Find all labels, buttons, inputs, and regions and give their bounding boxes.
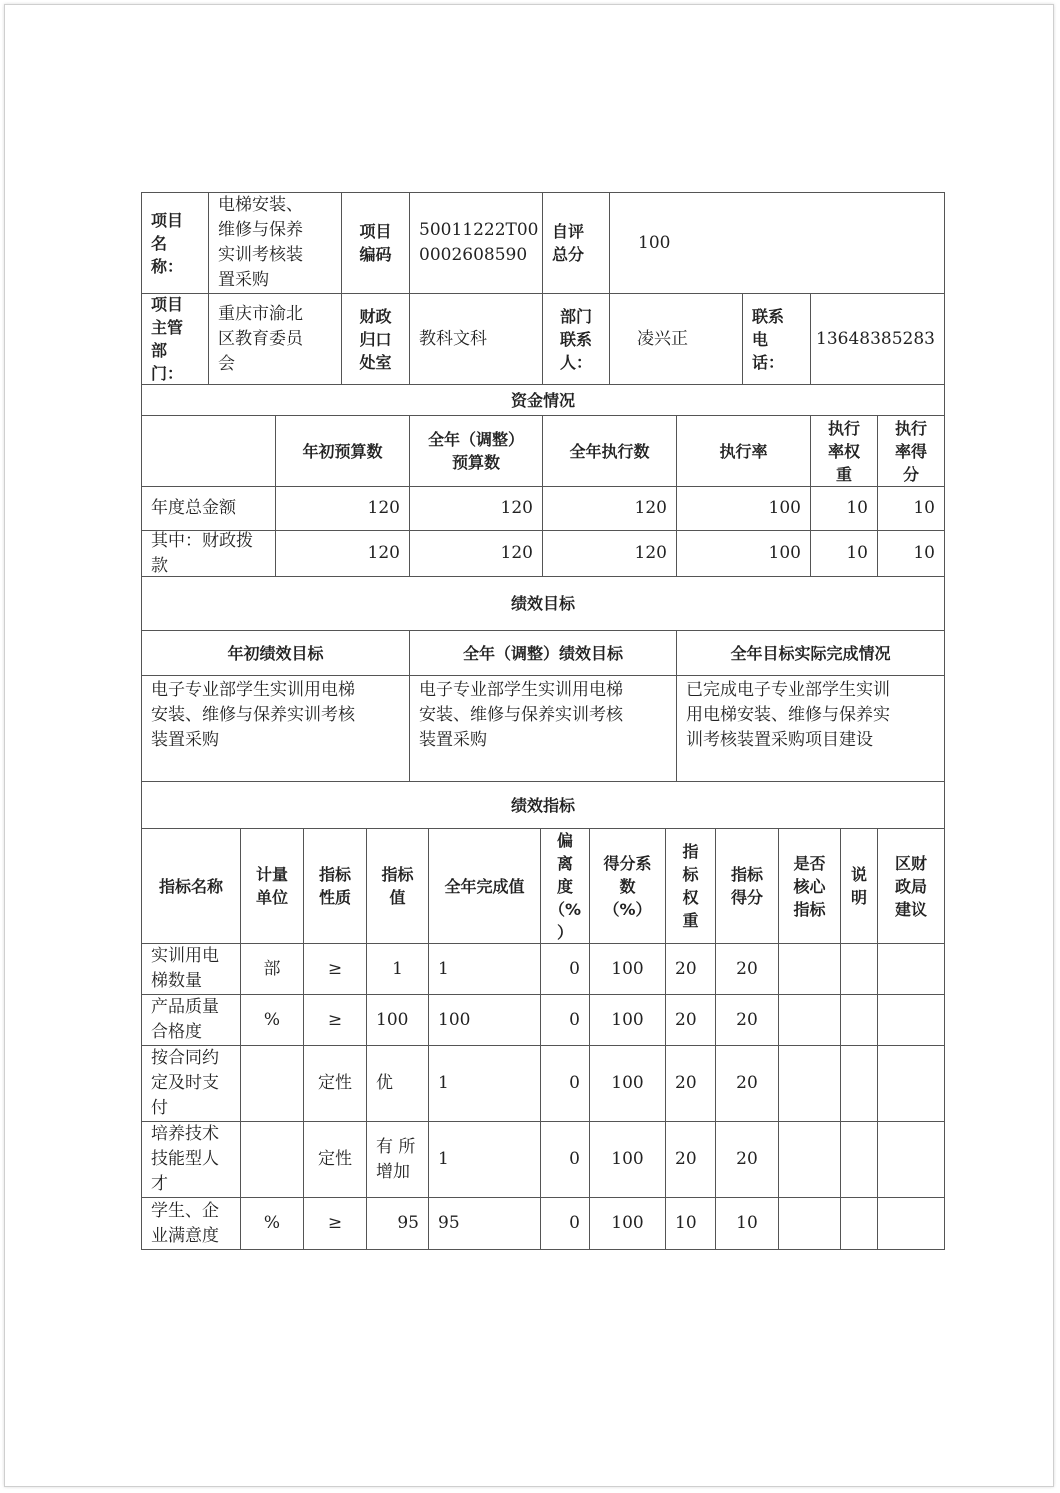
indicator-advice <box>878 1198 944 1249</box>
finance-office-value-text: 教科文科 <box>419 328 487 349</box>
indicator-unit-text: % <box>263 1213 281 1233</box>
indicator-header-3-text: 指标 值 <box>381 865 414 907</box>
indicator-note <box>841 1046 877 1121</box>
indicator-header-11-text: 区财 政局 建议 <box>894 853 927 919</box>
contact-person-value <box>610 294 742 384</box>
indicator-deviation <box>541 944 589 994</box>
indicator-value-text: 95 <box>397 1213 419 1233</box>
indicator-nature-text: 定性 <box>318 1149 352 1169</box>
project-code-label <box>342 193 409 293</box>
indicator-nature <box>304 944 366 994</box>
project-code-value <box>410 193 542 293</box>
indicator-advice <box>878 1122 944 1197</box>
goals-header-2 <box>677 631 944 675</box>
indicator-coef-text: 100 <box>611 1149 644 1169</box>
indicator-note <box>841 995 877 1045</box>
indicator-unit-text: % <box>263 1009 281 1030</box>
indicator-value-text: 优 <box>376 1073 393 1093</box>
funds-row-value <box>276 487 409 530</box>
funds-row-value <box>410 531 542 576</box>
indicator-header-4-text: 全年完成值 <box>444 876 525 896</box>
indicator-name-text: 培养技术 技能型人 才 <box>151 1124 219 1194</box>
indicator-unit <box>241 1198 303 1249</box>
funds-header-4-text: 执行 率权 重 <box>827 418 860 484</box>
indicator-unit <box>241 995 303 1045</box>
indicator-complete-text: 1 <box>438 1073 449 1093</box>
indicator-value-text: 100 <box>376 1009 409 1030</box>
indicator-name <box>142 1198 240 1249</box>
funds-row-value <box>878 531 944 576</box>
funds-row-value <box>878 487 944 530</box>
indicators-title-text: 绩效指标 <box>510 795 575 815</box>
contact-person-label <box>543 294 609 384</box>
indicator-name-text: 实训用电 梯数量 <box>151 946 219 991</box>
goals-header-0-text: 年初绩效目标 <box>227 643 324 663</box>
indicator-value <box>367 995 428 1045</box>
funds-header-3 <box>677 416 810 486</box>
funds-row-value <box>811 487 877 530</box>
indicator-score-text: 20 <box>736 958 758 979</box>
funds-row-value-text: 120 <box>367 498 400 518</box>
goals-value-0 <box>142 676 409 781</box>
indicator-name-text: 学生、企 业满意度 <box>151 1200 219 1246</box>
contact-person-label-text: 部门 联系 人： <box>559 306 592 372</box>
funds-row-value-text: 120 <box>500 543 533 563</box>
indicator-complete <box>429 1198 540 1249</box>
project-name-label <box>142 193 208 293</box>
department-value-text: 重庆市渝北 区教育委员 会 <box>218 303 303 374</box>
indicator-weight <box>666 944 715 994</box>
indicator-header-0-text: 指标名称 <box>158 876 223 896</box>
funds-header-5-text: 执行 率得 分 <box>894 418 927 484</box>
funds-header-0-text: 年初预算数 <box>302 441 383 461</box>
indicator-deviation-text: 0 <box>569 1073 580 1093</box>
indicator-header-0 <box>142 829 240 943</box>
funds-row-value <box>543 531 676 576</box>
indicator-coef <box>590 1046 665 1121</box>
indicator-header-7 <box>666 829 715 943</box>
department-value <box>209 294 341 384</box>
funds-header-5 <box>878 416 944 486</box>
indicator-weight-text: 20 <box>675 1149 697 1169</box>
indicator-header-5 <box>541 829 589 943</box>
goals-value-1 <box>410 676 676 781</box>
goals-title <box>142 577 944 630</box>
indicator-advice <box>878 1046 944 1121</box>
indicator-name <box>142 995 240 1045</box>
indicator-name-text: 按合同约 定及时支 付 <box>151 1048 219 1118</box>
indicator-weight <box>666 995 715 1045</box>
indicator-nature-text: ≥ <box>327 958 343 979</box>
indicator-coef <box>590 944 665 994</box>
funds-header-2 <box>543 416 676 486</box>
goals-title-text: 绩效目标 <box>510 594 575 613</box>
goals-header-0 <box>142 631 409 675</box>
goals-value-1-text: 电子专业部学生实训用电梯 安装、维修与保养实训考核 装置采购 <box>419 680 623 750</box>
indicator-complete <box>429 944 540 994</box>
phone-value-text: 13648385283 <box>816 328 935 349</box>
indicator-header-6 <box>590 829 665 943</box>
indicator-name <box>142 1046 240 1121</box>
indicator-header-3 <box>367 829 428 943</box>
indicator-deviation-text: 0 <box>569 1149 580 1169</box>
goals-header-1-text: 全年（调整）绩效目标 <box>462 643 623 663</box>
indicator-header-6-text: 得分系 数 （%） <box>603 853 652 919</box>
indicator-value <box>367 1122 428 1197</box>
indicator-complete-text: 1 <box>438 958 449 979</box>
indicator-weight <box>666 1122 715 1197</box>
goals-value-2 <box>677 676 944 781</box>
phone-label-text: 联系 电 话： <box>752 306 785 372</box>
indicator-header-5-text: 偏 离 度 （% ） <box>548 830 582 942</box>
funds-row-label-text: 其中：财政拨 款 <box>151 531 253 576</box>
indicator-core <box>779 1046 840 1121</box>
department-label-text: 项目 主管 部 门： <box>151 295 184 383</box>
indicator-score <box>716 995 778 1045</box>
funds-header-2-text: 全年执行数 <box>569 441 650 461</box>
funds-row-value-text: 10 <box>913 543 935 563</box>
funds-header-3-text: 执行率 <box>719 441 768 461</box>
contact-person-value-text: 凌兴正 <box>637 328 688 349</box>
indicator-coef-text: 100 <box>611 1213 644 1233</box>
funds-row-value-text: 120 <box>634 543 667 563</box>
funds-row-label <box>142 531 275 576</box>
funds-row-value-text: 10 <box>913 498 935 518</box>
indicator-name <box>142 1122 240 1197</box>
indicator-header-10-text: 说 明 <box>850 865 867 907</box>
indicator-score <box>716 1198 778 1249</box>
department-label <box>142 294 208 384</box>
phone-label <box>743 294 810 384</box>
indicator-nature-text: 定性 <box>318 1073 352 1093</box>
indicators-title <box>142 782 944 828</box>
funds-row-value <box>677 487 810 530</box>
funds-row-value-text: 100 <box>768 498 801 518</box>
funds-header-0 <box>276 416 409 486</box>
indicator-weight-text: 20 <box>675 958 697 979</box>
funds-header-1 <box>410 416 542 486</box>
indicator-deviation <box>541 1046 589 1121</box>
indicator-header-2 <box>304 829 366 943</box>
indicator-coef-text: 100 <box>611 1073 644 1093</box>
indicator-unit-text: 部 <box>263 958 281 979</box>
goals-value-2-text: 已完成电子专业部学生实训 用电梯安装、维修与保养实 训考核装置采购项目建设 <box>686 680 890 750</box>
finance-office-label-text: 财政 归口 处室 <box>359 306 392 372</box>
indicator-complete <box>429 1046 540 1121</box>
indicator-value <box>367 1046 428 1121</box>
indicator-header-9 <box>779 829 840 943</box>
indicator-score-text: 20 <box>736 1149 758 1169</box>
indicator-header-7-text: 指 标 权 重 <box>682 842 699 930</box>
indicator-complete <box>429 995 540 1045</box>
indicator-deviation <box>541 995 589 1045</box>
indicator-complete-text: 100 <box>438 1009 471 1030</box>
funds-row-value <box>410 487 542 530</box>
indicator-unit <box>241 944 303 994</box>
indicator-nature <box>304 1046 366 1121</box>
funds-title <box>142 385 944 415</box>
funds-row-label <box>142 487 275 530</box>
indicator-deviation <box>541 1198 589 1249</box>
finance-office-label <box>342 294 409 384</box>
indicator-coef-text: 100 <box>611 958 644 979</box>
indicator-advice <box>878 995 944 1045</box>
indicator-complete <box>429 1122 540 1197</box>
indicator-complete-text: 95 <box>438 1213 460 1233</box>
indicator-weight <box>666 1198 715 1249</box>
indicator-header-10 <box>841 829 877 943</box>
indicator-nature <box>304 1198 366 1249</box>
indicator-note <box>841 1122 877 1197</box>
goals-value-0-text: 电子专业部学生实训用电梯 安装、维修与保养实训考核 装置采购 <box>151 680 355 750</box>
self-score-label <box>543 193 609 293</box>
self-score-value <box>610 193 944 293</box>
indicator-coef <box>590 995 665 1045</box>
funds-row-value <box>811 531 877 576</box>
indicator-advice <box>878 944 944 994</box>
indicator-header-1-text: 计量 单位 <box>255 865 288 907</box>
indicator-name-text: 产品质量 合格度 <box>151 997 219 1042</box>
indicator-core <box>779 995 840 1045</box>
indicator-core <box>779 944 840 994</box>
indicator-header-9-text: 是否 核心 指标 <box>793 853 826 919</box>
indicator-header-11 <box>878 829 944 943</box>
indicator-value-text: 有 所 增加 <box>376 1136 416 1182</box>
indicator-coef-text: 100 <box>611 1009 644 1030</box>
project-name-value-text: 电梯安装、 维修与保养 实训考核装 置采购 <box>218 195 303 290</box>
indicator-unit <box>241 1122 303 1197</box>
indicator-name <box>142 944 240 994</box>
indicator-score-text: 20 <box>736 1009 758 1030</box>
funds-row-value-text: 100 <box>768 543 801 563</box>
indicator-value <box>367 1198 428 1249</box>
indicator-nature <box>304 1122 366 1197</box>
finance-office-value <box>410 294 542 384</box>
indicator-weight <box>666 1046 715 1121</box>
funds-row-label-text: 年度总金额 <box>151 498 236 518</box>
funds-header-blank <box>142 416 275 486</box>
indicator-header-8 <box>716 829 778 943</box>
funds-row-value-text: 120 <box>634 498 667 518</box>
funds-row-value <box>543 487 676 530</box>
goals-header-1 <box>410 631 676 675</box>
indicator-weight-text: 20 <box>675 1073 697 1093</box>
indicator-note <box>841 944 877 994</box>
indicator-deviation-text: 0 <box>569 1009 580 1030</box>
indicator-score <box>716 1046 778 1121</box>
indicator-header-2-text: 指标 性质 <box>318 865 351 907</box>
indicator-nature-text: ≥ <box>327 1009 343 1030</box>
project-name-value <box>209 193 341 293</box>
indicator-weight-text: 10 <box>675 1213 697 1233</box>
funds-header-1-text: 全年（调整） 预算数 <box>427 430 524 472</box>
goals-header-2-text: 全年目标实际完成情况 <box>730 643 891 663</box>
indicator-nature-text: ≥ <box>327 1213 343 1233</box>
indicator-nature <box>304 995 366 1045</box>
indicator-header-1 <box>241 829 303 943</box>
indicator-header-8-text: 指标 得分 <box>730 865 763 907</box>
project-code-label-text: 项目 编码 <box>359 222 392 264</box>
indicator-deviation-text: 0 <box>569 1213 580 1233</box>
phone-value <box>811 294 944 384</box>
indicator-coef <box>590 1198 665 1249</box>
indicator-note <box>841 1198 877 1249</box>
funds-title-text: 资金情况 <box>510 390 575 410</box>
project-code-value-text: 50011222T00 0002608590 <box>419 220 539 265</box>
indicator-complete-text: 1 <box>438 1149 449 1169</box>
indicator-score <box>716 944 778 994</box>
funds-row-value-text: 120 <box>367 543 400 563</box>
funds-row-value <box>677 531 810 576</box>
indicator-score-text: 20 <box>736 1073 758 1093</box>
indicator-score-text: 10 <box>736 1213 758 1233</box>
funds-row-value-text: 10 <box>846 498 868 518</box>
indicator-unit <box>241 1046 303 1121</box>
funds-row-value <box>276 531 409 576</box>
indicator-deviation <box>541 1122 589 1197</box>
project-name-label-text: 项目 名 称： <box>151 210 184 276</box>
funds-header-4 <box>811 416 877 486</box>
indicator-value-text: 1 <box>392 958 403 979</box>
indicator-core <box>779 1198 840 1249</box>
funds-row-value-text: 10 <box>846 543 868 563</box>
funds-row-value-text: 120 <box>500 498 533 518</box>
self-score-value-text: 100 <box>638 232 671 253</box>
indicator-coef <box>590 1122 665 1197</box>
indicator-core <box>779 1122 840 1197</box>
indicator-deviation-text: 0 <box>569 958 580 979</box>
self-score-label-text: 自评 总分 <box>552 222 585 264</box>
indicator-weight-text: 20 <box>675 1009 697 1030</box>
indicator-score <box>716 1122 778 1197</box>
indicator-header-4 <box>429 829 540 943</box>
indicator-value <box>367 944 428 994</box>
